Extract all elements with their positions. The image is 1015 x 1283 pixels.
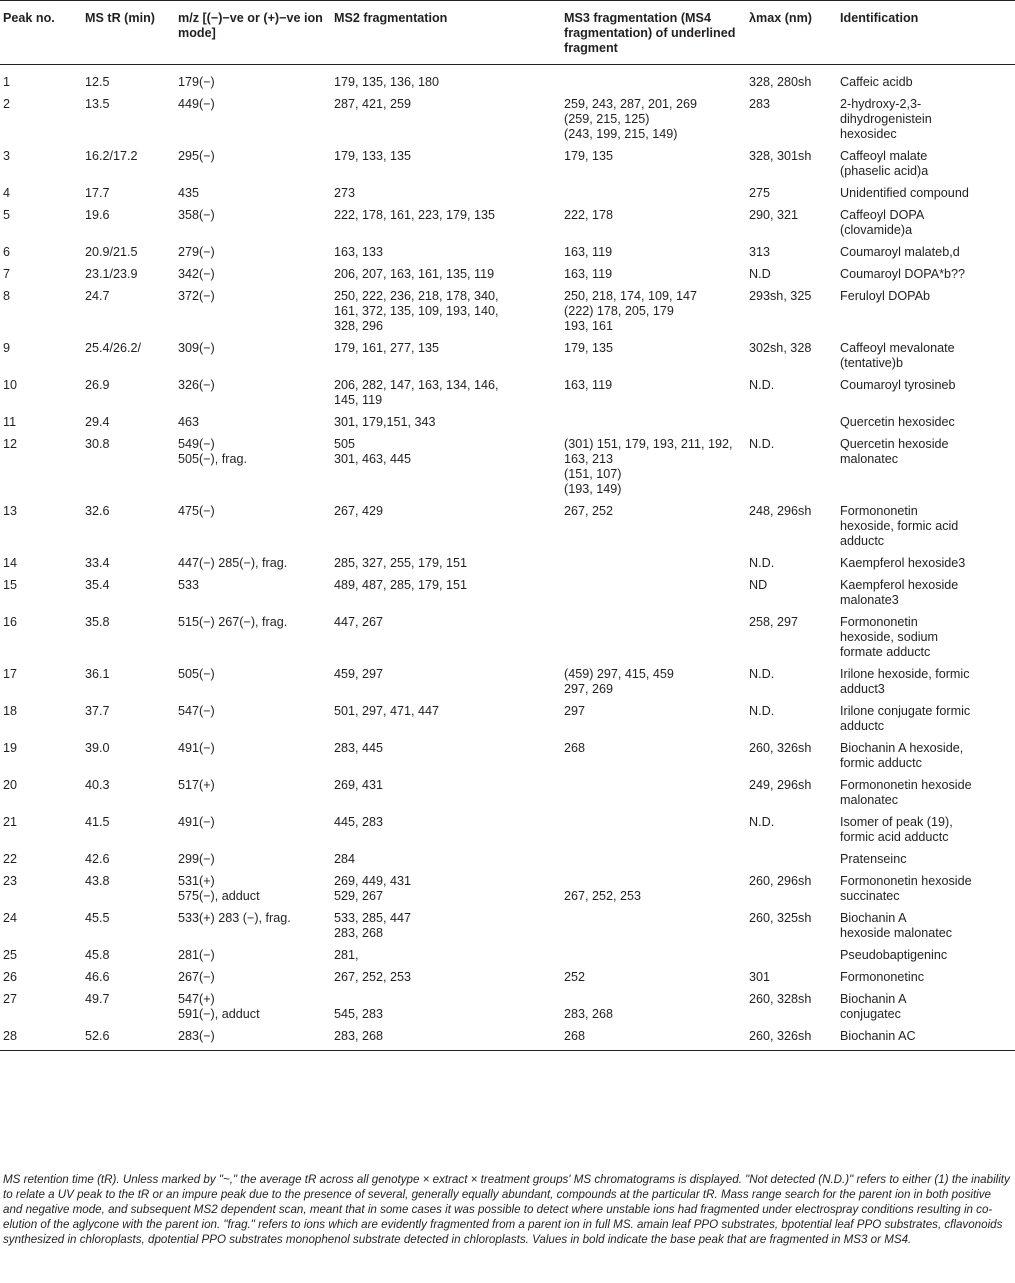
- identification-cell: Kaempferol hexoside malonate3: [840, 578, 959, 607]
- ms2-fragmentation-cell: 501, 297, 471, 447: [334, 704, 440, 718]
- table-row: [0, 504, 1015, 556]
- peak-number-cell: 18: [3, 704, 18, 718]
- lambda-max-cell: 328, 280sh: [749, 75, 812, 89]
- identification-cell: Caffeoyl malate (phaselic acid)a: [840, 149, 929, 178]
- lambda-max-cell: 260, 325sh: [749, 911, 812, 925]
- lambda-max-cell: 260, 328sh: [749, 992, 812, 1006]
- identification-cell: Formononetin hexoside malonatec: [840, 778, 972, 807]
- mz-value-cell: 533(+) 283 (−), frag.: [178, 911, 291, 925]
- table-row: [0, 778, 1015, 815]
- table-row: [0, 741, 1015, 778]
- retention-time-cell: 41.5: [85, 815, 110, 829]
- identification-cell: Feruloyl DOPAb: [840, 289, 931, 303]
- mz-value-cell: 283(−): [174, 1029, 330, 1051]
- identification-cell: Caffeoyl DOPA (clovamide)a: [840, 208, 925, 237]
- table-row: [0, 186, 1015, 208]
- identification-cell: Caffeic acidb: [840, 75, 913, 89]
- peak-number-cell: 17: [3, 667, 18, 681]
- ms3-fragmentation-cell: [560, 852, 745, 874]
- lambda-max-cell: 328, 301sh: [749, 149, 812, 163]
- mz-value-cell: 299(−): [178, 852, 215, 866]
- identification-cell: Kaempferol hexoside3: [840, 556, 966, 570]
- ms2-fragmentation-cell: 250, 222, 236, 218, 178, 340, 161, 372, 135, 109, 193, 140, 328, 296: [334, 289, 499, 333]
- lambda-max-cell: N.D.: [749, 704, 775, 718]
- table-body: [0, 65, 1015, 1051]
- table-row: [0, 556, 1015, 578]
- ms3-fragmentation-cell: 250, 218, 174, 109, 147 (222) 178, 205, 179 193, 161: [564, 289, 698, 333]
- ms2-fragmentation-cell: 447, 267: [334, 615, 384, 629]
- mz-value-cell: 449(−): [178, 97, 215, 111]
- lambda-max-cell: 249, 296sh: [749, 778, 812, 792]
- mz-value-cell: 279(−): [178, 245, 215, 259]
- ms3-fragmentation-cell: [560, 556, 745, 578]
- identification-cell: Formononetin hexoside succinatec: [840, 874, 972, 903]
- retention-time-cell: 29.4: [85, 415, 110, 429]
- lambda-max-cell: 283: [749, 97, 771, 111]
- mz-value-cell: 463: [178, 415, 200, 429]
- retention-time-cell: 45.8: [85, 948, 110, 962]
- peak-number-cell: 16: [3, 615, 18, 629]
- mz-value-cell: 267(−): [178, 970, 215, 984]
- table-row: [0, 289, 1015, 341]
- retention-time-cell: 35.8: [85, 615, 110, 629]
- peak-number-cell: 21: [3, 815, 18, 829]
- retention-time-cell: 36.1: [85, 667, 110, 681]
- ms3-fragmentation-cell: (459) 297, 415, 459 297, 269: [564, 667, 674, 696]
- identification-cell: Isomer of peak (19), formic acid adductc: [840, 815, 953, 844]
- peak-number-cell: 14: [3, 556, 18, 570]
- mz-value-cell: 435: [178, 186, 200, 200]
- ms3-fragmentation-cell: [560, 186, 745, 208]
- ms3-fragmentation-cell: 267, 252: [564, 504, 614, 518]
- peak-number-cell: 22: [3, 852, 18, 866]
- mz-value-cell: 491(−): [178, 815, 215, 829]
- peak-number-cell: 13: [3, 504, 18, 518]
- retention-time-cell: 24.7: [85, 289, 110, 303]
- peak-number-cell: 7: [3, 267, 11, 281]
- peak-number-cell: 26: [3, 970, 18, 984]
- retention-time-cell: 26.9: [85, 378, 110, 392]
- ms3-fragmentation-cell: 222, 178: [564, 208, 614, 222]
- identification-cell: Unidentified compound: [840, 186, 969, 200]
- ms2-fragmentation-cell: 459, 297: [334, 667, 384, 681]
- mz-value-cell: 342(−): [178, 267, 215, 281]
- identification-cell: Coumaroyl DOPA*b??: [840, 267, 966, 281]
- mz-value-cell: 515(−) 267(−), frag.: [178, 615, 288, 629]
- identification-cell: Biochanin A conjugatec: [840, 992, 907, 1021]
- ms2-fragmentation-cell: 267, 252, 253: [334, 970, 412, 984]
- ms3-fragmentation-cell: 163, 119: [564, 378, 613, 392]
- identification-cell: 2-hydroxy-2,3- dihydrogenistein hexosidec: [840, 97, 932, 141]
- ms2-fragmentation-cell: 287, 421, 259: [334, 97, 412, 111]
- ms3-fragmentation-cell: [560, 415, 745, 437]
- retention-time-cell: 46.6: [85, 970, 110, 984]
- table-row: [0, 704, 1015, 741]
- ms3-fragmentation-cell: [560, 615, 745, 667]
- lambda-max-cell: [745, 852, 836, 874]
- ms2-fragmentation-cell: 284: [334, 852, 356, 866]
- mz-value-cell: 281(−): [178, 948, 215, 962]
- ms2-fragmentation-cell: 269, 449, 431 529, 267: [334, 874, 412, 903]
- retention-time-cell: 49.7: [85, 992, 110, 1006]
- mz-value-cell: 505(−): [178, 667, 215, 681]
- ms2-fragmentation-cell: 283, 445: [334, 741, 384, 755]
- ms2-fragmentation-cell: 206, 282, 147, 163, 134, 146, 145, 119: [334, 378, 499, 407]
- ms3-fragmentation-cell: 163, 119: [564, 245, 613, 259]
- peak-number-cell: 20: [3, 778, 18, 792]
- mz-value-cell: 295(−): [178, 149, 215, 163]
- retention-time-cell: 42.6: [85, 852, 110, 866]
- peak-number-cell: 24: [3, 911, 18, 925]
- table-row: [0, 415, 1015, 437]
- peak-number-cell: 5: [3, 208, 11, 222]
- identification-cell: Pseudobaptigeninc: [840, 948, 948, 962]
- lambda-max-cell: 293sh, 325: [749, 289, 812, 303]
- identification-cell: Irilone hexoside, formic adduct3: [840, 667, 970, 696]
- identification-cell: Pratenseinc: [840, 852, 907, 866]
- ms3-fragmentation-cell: 179, 135: [564, 341, 614, 355]
- retention-time-cell: 12.5: [85, 75, 110, 89]
- ms3-fragmentation-cell: [560, 578, 745, 615]
- retention-time-cell: 20.9/21.5: [85, 245, 138, 259]
- mz-value-cell: 179(−): [178, 75, 215, 89]
- retention-time-cell: 40.3: [85, 778, 110, 792]
- lambda-max-cell: ND: [749, 578, 768, 592]
- identification-cell: Formononetin hexoside, sodium formate adductc: [840, 615, 939, 659]
- lambda-max-cell: N.D.: [749, 378, 775, 392]
- ms3-fragmentation-cell: 268: [560, 1029, 745, 1051]
- ms2-fragmentation-cell: 285, 327, 255, 179, 151: [334, 556, 468, 570]
- retention-time-cell: 13.5: [85, 97, 110, 111]
- retention-time-cell: 33.4: [85, 556, 110, 570]
- ms3-fragmentation-cell: 268: [564, 741, 586, 755]
- ms3-fragmentation-cell: 259, 243, 287, 201, 269 (259, 215, 125) (243, 199, 215, 149): [564, 97, 698, 141]
- identification-cell: Irilone conjugate formic adductc: [840, 704, 971, 733]
- header-ms-tr: MS tR (min): [81, 1, 174, 65]
- table-row: [0, 208, 1015, 245]
- table-row: [0, 245, 1015, 267]
- ms3-fragmentation-cell: 179, 135: [564, 149, 614, 163]
- peak-number-cell: 23: [3, 874, 18, 888]
- table-row: [0, 615, 1015, 667]
- table-row: [0, 578, 1015, 615]
- mz-value-cell: 309(−): [178, 341, 215, 355]
- peak-number-cell: 25: [3, 948, 18, 962]
- table-row: [0, 378, 1015, 415]
- lambda-max-cell: [745, 415, 836, 437]
- peak-number-cell: 2: [3, 97, 11, 111]
- ms2-fragmentation-cell: 163, 133: [334, 245, 384, 259]
- ms3-fragmentation-cell: [560, 815, 745, 852]
- ms3-fragmentation-cell: 283, 268: [564, 1007, 614, 1021]
- identification-cell: Biochanin A hexoside, formic adductc: [840, 741, 964, 770]
- identification-cell: Biochanin AC: [836, 1029, 1015, 1051]
- mz-value-cell: 533: [178, 578, 200, 592]
- ms2-fragmentation-cell: 445, 283: [334, 815, 384, 829]
- peak-number-cell: 28: [0, 1029, 81, 1051]
- table-header-row: [0, 1, 1015, 65]
- retention-time-cell: 25.4/26.2/: [85, 341, 142, 355]
- header-identification: Identification: [836, 1, 1015, 65]
- lambda-max-cell: 275: [749, 186, 771, 200]
- retention-time-cell: 23.1/23.9: [85, 267, 138, 281]
- identification-cell: Formononetinc: [840, 970, 924, 984]
- identification-cell: Quercetin hexoside malonatec: [840, 437, 949, 466]
- table-row: [0, 437, 1015, 504]
- mz-value-cell: 531(+) 575(−), adduct: [178, 874, 260, 903]
- identification-cell: Coumaroyl tyrosineb: [840, 378, 956, 392]
- lambda-max-cell: 260, 296sh: [749, 874, 812, 888]
- retention-time-cell: 39.0: [85, 741, 110, 755]
- header-ms3: MS3 fragmentation (MS4 fragmentation) of underlined fragment: [560, 1, 745, 65]
- retention-time-cell: 16.2/17.2: [85, 149, 138, 163]
- ms3-fragmentation-cell: 252: [564, 970, 586, 984]
- ms2-fragmentation-cell: 545, 283: [334, 1007, 384, 1021]
- ms2-fragmentation-cell: 283, 268: [330, 1029, 560, 1051]
- ms3-fragmentation-cell: [560, 911, 745, 948]
- ms3-fragmentation-cell: [560, 65, 745, 98]
- ms2-fragmentation-cell: 267, 429: [334, 504, 384, 518]
- ms2-fragmentation-cell: 222, 178, 161, 223, 179, 135: [334, 208, 496, 222]
- identification-cell: Biochanin A hexoside malonatec: [840, 911, 953, 940]
- ms2-fragmentation-cell: 179, 135, 136, 180: [334, 75, 440, 89]
- ms2-fragmentation-cell: 301, 179,151, 343: [334, 415, 436, 429]
- retention-time-cell: 32.6: [85, 504, 110, 518]
- table-row: [0, 97, 1015, 149]
- ms3-fragmentation-cell: [560, 948, 745, 970]
- lambda-max-cell: N.D: [749, 267, 771, 281]
- table-row: [0, 341, 1015, 378]
- lambda-max-cell: N.D.: [749, 556, 775, 570]
- mz-value-cell: 547(+) 591(−), adduct: [178, 992, 260, 1021]
- retention-time-cell: 35.4: [85, 578, 110, 592]
- ms2-fragmentation-cell: 269, 431: [334, 778, 384, 792]
- header-lambda-max: λmax (nm): [745, 1, 836, 65]
- peak-number-cell: 15: [3, 578, 18, 592]
- ms3-fragmentation-cell: 267, 252, 253: [564, 889, 642, 903]
- retention-time-cell: 30.8: [85, 437, 110, 451]
- peak-number-cell: 12: [3, 437, 18, 451]
- lambda-max-cell: 290, 321: [749, 208, 799, 222]
- ms2-fragmentation-cell: 505 301, 463, 445: [334, 437, 412, 466]
- table-row: [0, 667, 1015, 704]
- lambda-max-cell: 302sh, 328: [749, 341, 812, 355]
- table-row: [0, 1029, 1015, 1051]
- peak-number-cell: 4: [3, 186, 11, 200]
- peak-number-cell: 9: [3, 341, 11, 355]
- table-row: [0, 815, 1015, 852]
- peak-number-cell: 27: [3, 992, 18, 1006]
- header-mz: m/z [(−)−ve or (+)−ve ion mode]: [174, 1, 330, 65]
- table-row: [0, 970, 1015, 992]
- retention-time-cell: 19.6: [85, 208, 110, 222]
- lambda-max-cell: 313: [749, 245, 771, 259]
- table-row: [0, 149, 1015, 186]
- table-row: [0, 874, 1015, 911]
- ms2-fragmentation-cell: 179, 161, 277, 135: [334, 341, 440, 355]
- retention-time-cell: 52.6: [81, 1029, 174, 1051]
- peak-number-cell: 19: [3, 741, 18, 755]
- header-peak-no: Peak no.: [0, 1, 81, 65]
- table-row: [0, 852, 1015, 874]
- ms2-fragmentation-cell: 533, 285, 447 283, 268: [334, 911, 412, 940]
- lambda-max-cell: N.D.: [749, 815, 775, 829]
- lambda-max-cell: N.D.: [749, 437, 775, 451]
- ms2-fragmentation-cell: 206, 207, 163, 161, 135, 119: [334, 267, 495, 281]
- lambda-max-cell: 260, 326sh: [749, 741, 812, 755]
- retention-time-cell: 43.8: [85, 874, 110, 888]
- peak-number-cell: 10: [3, 378, 18, 392]
- table-row: [0, 65, 1015, 98]
- lambda-max-cell: 258, 297: [749, 615, 799, 629]
- mz-value-cell: 358(−): [178, 208, 215, 222]
- lambda-max-cell: 301: [749, 970, 771, 984]
- mz-value-cell: 517(+): [178, 778, 215, 792]
- table-footnote: MS retention time (tR). Unless marked by "~," the average tR across all genotype × extract × treatment groups' MS chromatograms is displayed. "Not detected (N.D.)" refers to either (1) the inability to relate a UV peak to the tR or an impure peak due to the presence of several, generally equally abundant, compounds at the particular tR. Mass range search for the parent ion in both positive and negative mode, and subsequent MS2 dependent scan, meant that in some cases it was possible to detect where unstable ions had fragmented under electrospray conditions resulting in co-elution of the aglycone with the parent ion. "frag." refers to ions which are evidently fragmented from a parent ion in full MS. amain leaf PPO substrates, bpotential leaf PPO substrates, cflavonoids synthesized in chloroplasts, dpotential PPO substrates monophenol substrate detected in chloroplasts. Values in bold indicate the base peak that are fragmented in MS3 or MS4.: [3, 1173, 1010, 1246]
- retention-time-cell: 17.7: [85, 186, 110, 200]
- peak-number-cell: 11: [3, 415, 17, 429]
- mz-value-cell: 549(−) 505(−), frag.: [178, 437, 247, 466]
- ms3-fragmentation-cell: (301) 151, 179, 193, 211, 192, 163, 213 (151, 107) (193, 149): [564, 437, 733, 496]
- peak-number-cell: 6: [3, 245, 11, 259]
- ms2-fragmentation-cell: 273: [334, 186, 356, 200]
- lambda-max-cell: N.D.: [749, 667, 775, 681]
- ms3-fragmentation-cell: 297: [564, 704, 586, 718]
- mz-value-cell: 475(−): [178, 504, 215, 518]
- header-ms2: MS2 fragmentation: [330, 1, 560, 65]
- lambda-max-cell: 260, 326sh: [745, 1029, 836, 1051]
- ms2-fragmentation-cell: 179, 133, 135: [334, 149, 412, 163]
- table-row: [0, 267, 1015, 289]
- table-row: [0, 948, 1015, 970]
- mz-value-cell: 326(−): [178, 378, 215, 392]
- identification-cell: Caffeoyl mevalonate (tentative)b: [840, 341, 955, 370]
- retention-time-cell: 37.7: [85, 704, 110, 718]
- ms3-fragmentation-cell: 163, 119: [564, 267, 613, 281]
- table-row: [0, 992, 1015, 1029]
- mz-value-cell: 372(−): [178, 289, 215, 303]
- mz-value-cell: 491(−): [178, 741, 215, 755]
- identification-cell: Quercetin hexosidec: [840, 415, 955, 429]
- lambda-max-cell: 248, 296sh: [749, 504, 812, 518]
- peak-number-cell: 1: [3, 75, 11, 89]
- table-row: [0, 911, 1015, 948]
- identification-cell: Formononetin hexoside, formic acid adductc: [840, 504, 959, 548]
- mz-value-cell: 547(−): [178, 704, 215, 718]
- peak-number-cell: 3: [3, 149, 11, 163]
- ms3-fragmentation-cell: [560, 778, 745, 815]
- ms2-fragmentation-cell: 281,: [334, 948, 359, 962]
- peak-number-cell: 8: [3, 289, 11, 303]
- mz-value-cell: 447(−) 285(−), frag.: [178, 556, 288, 570]
- identification-cell: Coumaroyl malateb,d: [840, 245, 960, 259]
- retention-time-cell: 45.5: [85, 911, 110, 925]
- ms2-fragmentation-cell: 489, 487, 285, 179, 151: [334, 578, 468, 592]
- lambda-max-cell: [745, 948, 836, 970]
